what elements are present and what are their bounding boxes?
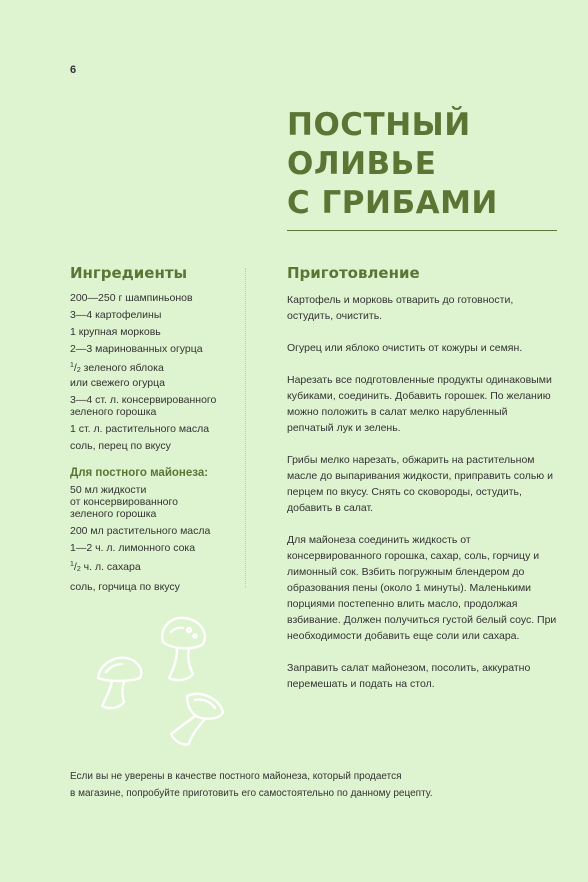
- preparation-paragraph: Для майонеза соединить жидкость от консервированного горошка, сахар, соль, горчицу и лимонный сок. Взбить погружным блендером до образования пены (около 1 минуты). Маленькими порциями постепенно влить масло, продолжая взбивание. Должен получиться густой белый соус. При необходимости добавить еще соли или сахара.: [287, 534, 557, 642]
- ingredient-item: 1 ст. л. растительного масла: [70, 423, 210, 435]
- mayonnaise-text: 50 мл жидкости: [70, 484, 147, 496]
- mayonnaise-item: соль, горчица по вкусу: [70, 581, 180, 593]
- ingredients-list: [70, 292, 240, 457]
- mayonnaise-item: 1—2 ч. л. лимонного сока: [70, 542, 196, 554]
- mayonnaise-item: [70, 484, 240, 520]
- ingredient-item: [70, 394, 240, 418]
- ingredient-text: зеленого яблока: [83, 362, 164, 374]
- ingredient-item: 1 крупная морковь: [70, 326, 161, 338]
- ingredients-heading: Ингредиенты: [70, 264, 188, 282]
- mayonnaise-item: [70, 559, 240, 576]
- preparation-paragraph: Нарезать все подготовленные продукты одинаковыми кубиками, соединить. Добавить горошек. По желанию можно положить в салат мелко нарубленный репчатый лук и зелень.: [287, 374, 552, 434]
- preparation-paragraph: Грибы мелко нарезать, обжарить на растительном масле до выпаривания жидкости, приправить солью и перцем по вкусу. Снять со сковороды, остудить, добавить в салат.: [287, 454, 553, 514]
- preparation-paragraph: Заправить салат майонезом, посолить, аккуратно перемешать и подать на стол.: [287, 662, 531, 690]
- mayonnaise-text: зеленого горошка: [70, 508, 157, 520]
- title-line: С ГРИБАМИ: [287, 185, 498, 221]
- footnote-line: в магазине, попробуйте приготовить его самостоятельно по данному рецепту.: [70, 788, 433, 799]
- mushroom-icon: [155, 612, 213, 684]
- footnote: [70, 768, 470, 802]
- ingredient-item: 2—3 маринованных огурца: [70, 343, 203, 355]
- ingredient-item: 3—4 картофелины: [70, 309, 162, 321]
- fraction: $^1/_2$: [70, 362, 81, 374]
- title-line: ПОСТНЫЙ: [287, 107, 471, 143]
- preparation-steps: [287, 292, 557, 708]
- mushroom-icon: [92, 652, 148, 712]
- fraction-denominator: 2: [76, 566, 81, 573]
- preparation-paragraph: Картофель и морковь отварить до готовности, остудить, очистить.: [287, 294, 514, 322]
- title-line: ОЛИВЬЕ: [287, 146, 437, 182]
- ingredient-item: соль, перец по вкусу: [70, 440, 171, 452]
- mayonnaise-item: 200 мл растительного масла: [70, 525, 211, 537]
- ingredient-item: 200—250 г шампиньонов: [70, 292, 193, 304]
- ingredient-text: 3—4 ст. л. консервированного: [70, 394, 217, 406]
- mushroom-icon: [165, 688, 229, 750]
- mayonnaise-list: [70, 484, 240, 598]
- mayonnaise-text: ч. л. сахара: [83, 561, 141, 573]
- page-number: 6: [70, 64, 77, 76]
- fraction-denominator: 2: [76, 367, 81, 374]
- title-divider: [287, 230, 557, 231]
- ingredient-text: или свежего огурца: [70, 377, 165, 389]
- mayonnaise-heading: Для постного майонеза:: [70, 467, 209, 479]
- footnote-line: Если вы не уверены в качестве постного майонеза, который продается: [70, 771, 402, 782]
- fraction: $^1/_2$: [70, 561, 81, 573]
- ingredient-text: зеленого горошка: [70, 406, 157, 418]
- fraction-numerator: 1: [70, 362, 74, 369]
- ingredient-item: [70, 360, 240, 389]
- fraction-numerator: 1: [70, 561, 74, 568]
- column-divider: [245, 268, 246, 588]
- recipe-title: [287, 106, 557, 223]
- mayonnaise-text: от консервированного: [70, 496, 178, 508]
- preparation-heading: Приготовление: [287, 264, 420, 282]
- preparation-paragraph: Огурец или яблоко очистить от кожуры и семян.: [287, 342, 523, 354]
